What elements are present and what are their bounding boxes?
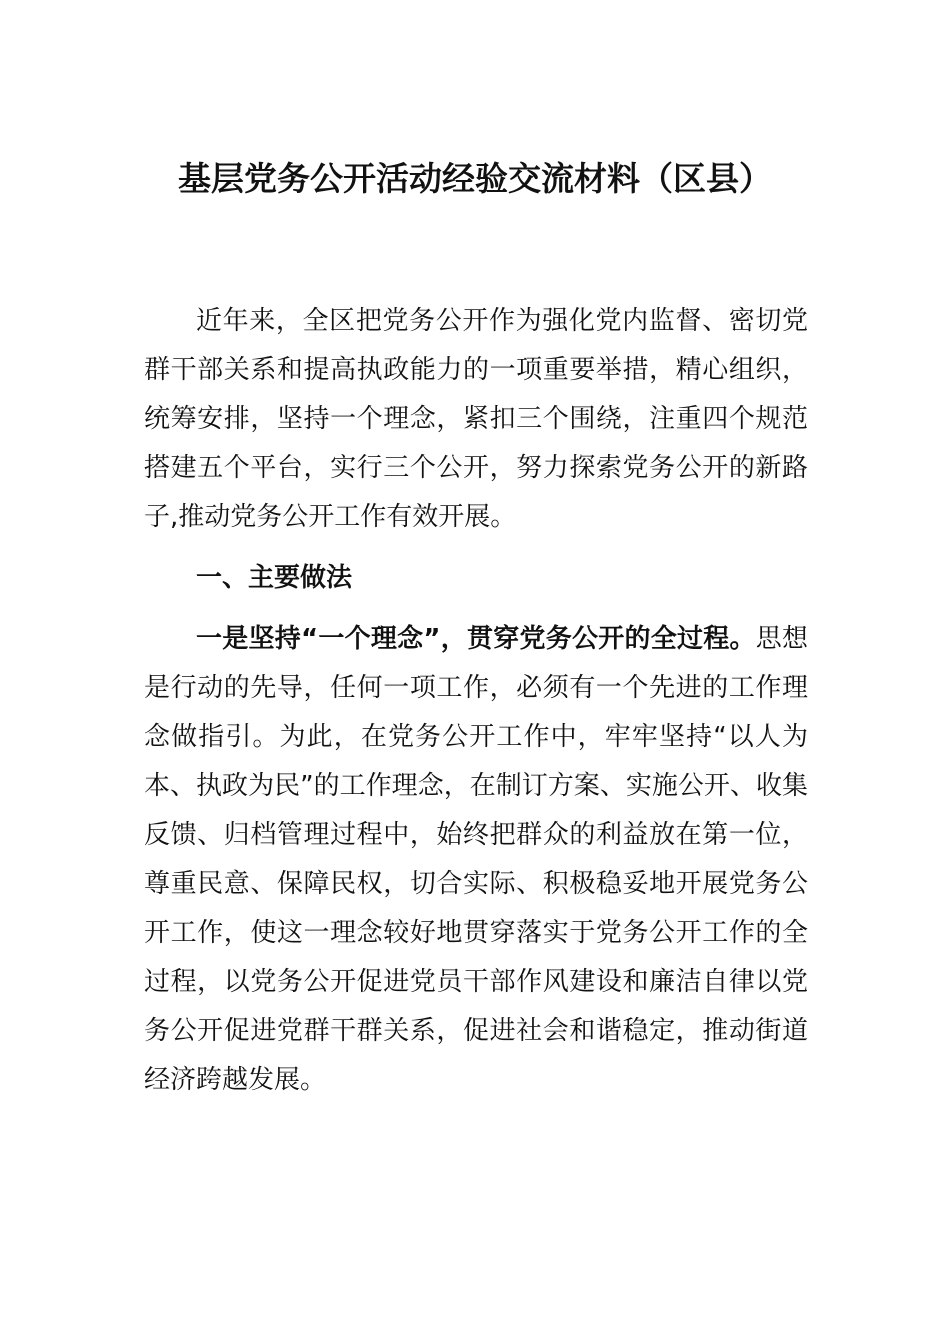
point-one-lead: 一是坚持“一个理念”，贯穿党务公开的全过程。: [196, 624, 756, 654]
document-title: 基层党务公开活动经验交流材料（区县）: [178, 159, 772, 198]
document-body: [144, 297, 808, 1105]
point-one-body: 思想是行动的先导，任何一项工作，必须有一个先进的工作理念做指引。为此，在党务公开工作中，牢牢坚持“以人为本、执政为民”的工作理念，在制订方案、实施公开、收集反馈、归档管理过程中，始终把群众的利益放在第一位，尊重民意、保障民权，切合实际、积极稳妥地开展党务公开工作，使这一理念较好地贯穿落实于党务公开工作的全过程，以党务公开促进党员干部作风建设和廉洁自律以党务公开促进党群干群关系，促进社会和谐稳定，推动街道经济跨越发展。: [144, 624, 808, 1095]
section-heading: 一、主要做法: [196, 563, 353, 593]
point-one-paragraph: [144, 615, 808, 1105]
intro-paragraph: 近年来，全区把党务公开作为强化党内监督、密切党群干部关系和提高执政能力的一项重要举措，精心组织，统筹安排，坚持一个理念，紧扣三个围绕，注重四个规范搭建五个平台，实行三个公开，努力探索党务公开的新路子,推动党务公开工作有效开展。: [144, 306, 808, 532]
